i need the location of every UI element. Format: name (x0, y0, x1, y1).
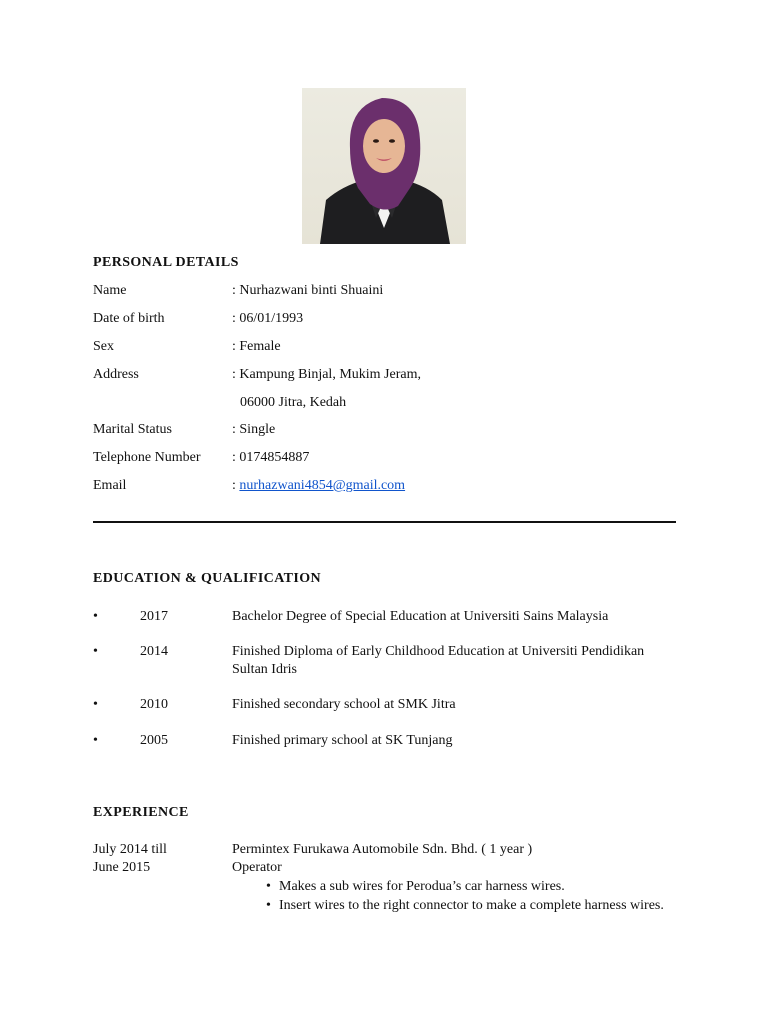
bullet: • (266, 879, 271, 894)
experience-heading: EXPERIENCE (93, 805, 189, 820)
field-value: : Female (232, 339, 281, 354)
education-year: 2010 (140, 697, 168, 712)
personal-details-heading: PERSONAL DETAILS (93, 255, 239, 270)
field-label: Marital Status (93, 422, 172, 437)
field-value: 06000 Jitra, Kedah (240, 395, 347, 410)
bullet: • (93, 609, 98, 624)
field-label: Date of birth (93, 311, 165, 326)
experience-role: Operator (232, 860, 282, 875)
field-value: : 0174854887 (232, 450, 310, 465)
experience-duties (266, 877, 676, 915)
field-value: : Kampung Binjal, Mukim Jeram, (232, 367, 421, 382)
experience-period-end: June 2015 (93, 860, 151, 875)
bullet: • (266, 898, 271, 913)
field-label: Sex (93, 339, 114, 354)
education-year: 2014 (140, 644, 168, 659)
email-prefix: : (232, 478, 240, 493)
field-label: Telephone Number (93, 450, 201, 465)
education-desc: Finished Diploma of Early Childhood Education at Universiti Pendidikan Sultan Idris (232, 644, 645, 677)
field-value: : Nurhazwani binti Shuaini (232, 283, 384, 298)
experience-company: Permintex Furukawa Automobile Sdn. Bhd. ( 1 year ) (232, 842, 533, 857)
field-value (232, 477, 405, 495)
profile-photo-illustration (302, 88, 466, 244)
profile-photo (302, 88, 466, 244)
section-divider (93, 521, 676, 523)
education-desc: Finished secondary school at SMK Jitra (232, 697, 456, 712)
field-label: Email (93, 478, 127, 493)
education-year: 2017 (140, 609, 168, 624)
bullet: • (93, 697, 98, 712)
duty-item (266, 877, 676, 896)
duty-item (266, 896, 676, 915)
duty-text: Makes a sub wires for Perodua’s car harness wires. (279, 879, 565, 894)
email-link[interactable]: nurhazwani4854@gmail.com (239, 478, 406, 493)
bullet: • (93, 644, 98, 659)
field-label: Address (93, 367, 139, 382)
bullet: • (93, 733, 98, 748)
field-value: : 06/01/1993 (232, 311, 304, 326)
field-value: : Single (232, 422, 276, 437)
experience-period-start: July 2014 till (93, 842, 167, 857)
field-label: Name (93, 283, 127, 298)
education-heading: EDUCATION & QUALIFICATION (93, 571, 322, 586)
duty-text: Insert wires to the right connector to make a complete harness wires. (279, 898, 664, 913)
education-desc: Finished primary school at SK Tunjang (232, 733, 453, 748)
education-year: 2005 (140, 733, 168, 748)
education-desc: Bachelor Degree of Special Education at Universiti Sains Malaysia (232, 609, 609, 624)
